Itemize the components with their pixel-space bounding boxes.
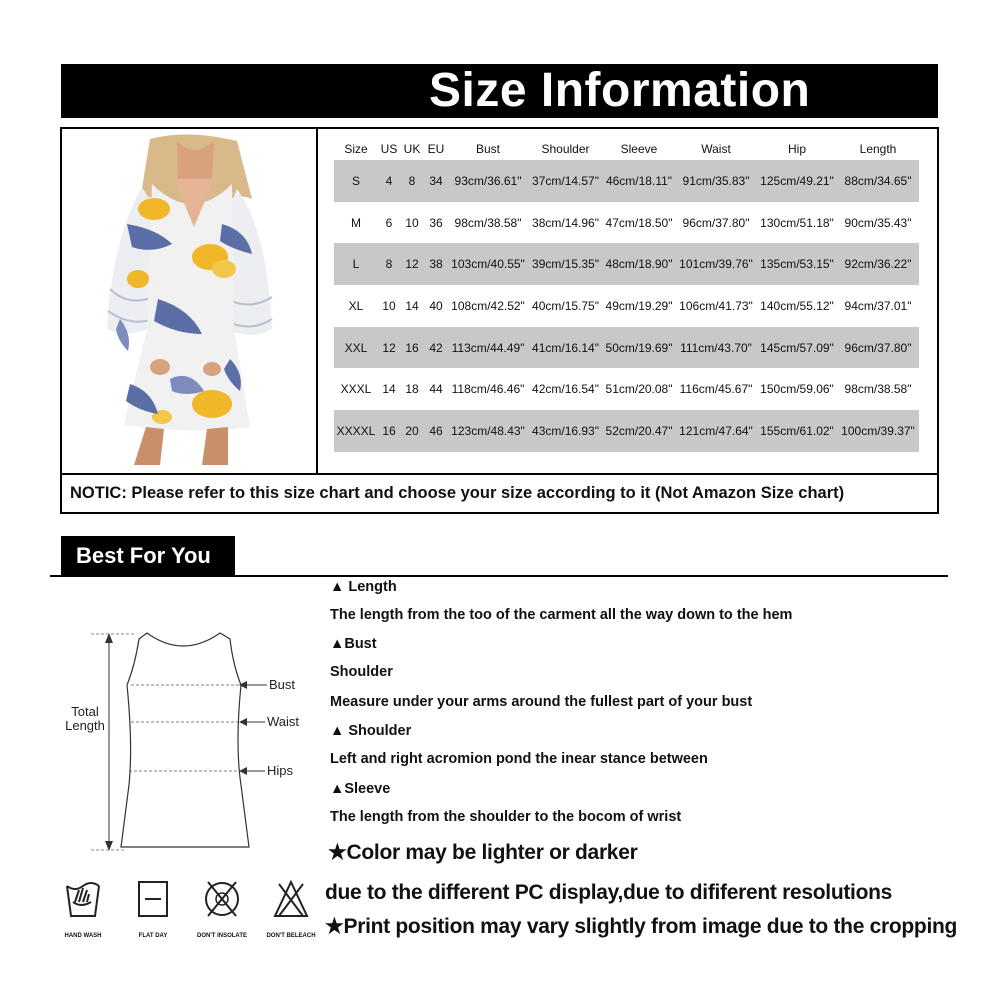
uk-cell: 14 xyxy=(405,298,419,313)
hip-cell: 125cm/49.21" xyxy=(757,160,837,202)
product-photo xyxy=(62,129,318,473)
do-not-insolate-icon xyxy=(192,876,252,942)
length-cell: 92cm/36.22" xyxy=(837,243,919,285)
table-row xyxy=(334,202,919,244)
size-cell: S xyxy=(334,160,378,202)
eu-cell: 38 xyxy=(424,243,448,285)
waist-label: Waist xyxy=(267,714,300,729)
best-for-you-tab xyxy=(61,536,235,576)
print-position-note: ★Print position may vary slightly from image due to the cropping xyxy=(325,915,958,938)
column-header: Bust xyxy=(475,142,500,156)
waist-cell: 96cm/37.80" xyxy=(682,215,750,230)
column-header: Size xyxy=(344,142,368,156)
column-header: EU xyxy=(427,142,445,156)
shoulder-cell: 43cm/16.93" xyxy=(528,410,603,452)
page-title: Size Information xyxy=(429,64,811,117)
shoulder-cell: 39cm/15.35" xyxy=(528,243,603,285)
bust-cell: 108cm/42.52" xyxy=(451,298,525,313)
sleeve-heading: ▲Sleeve xyxy=(330,781,391,797)
dress-model-illustration xyxy=(62,129,316,473)
us-cell: 16 xyxy=(378,410,400,452)
sleeve-cell: 52cm/20.47" xyxy=(603,410,675,452)
bust-heading: ▲Bust xyxy=(330,636,377,652)
shoulder-heading: ▲ Shoulder xyxy=(330,723,412,739)
eu-cell: 46 xyxy=(424,410,448,452)
best-for-you-label: Best For You xyxy=(76,543,211,568)
uk-cell: 20 xyxy=(400,410,424,452)
sleeve-cell: 50cm/19.69" xyxy=(603,327,675,369)
sleeve-cell: 51cm/20.08" xyxy=(605,382,673,397)
hip-cell: 130cm/51.18" xyxy=(760,215,834,230)
notice-row xyxy=(62,473,937,512)
uk-cell: 10 xyxy=(405,215,419,230)
uk-cell: 12 xyxy=(400,243,424,285)
waist-cell: 116cm/45.67" xyxy=(679,382,753,397)
waist-cell: 106cm/41.73" xyxy=(679,298,753,313)
length-cell: 88cm/34.65" xyxy=(837,160,919,202)
hips-label: Hips xyxy=(267,763,294,778)
sleeve-cell: 47cm/18.50" xyxy=(605,215,673,230)
size-cell: XXXL xyxy=(340,382,372,397)
size-cell: M xyxy=(351,215,361,230)
length-cell: 100cm/39.37" xyxy=(837,410,919,452)
bust-description: Measure under your arms around the fullest part of your bust xyxy=(330,694,753,710)
do-not-bleach-caption: DON'T BELEACH xyxy=(266,933,316,939)
section-divider xyxy=(50,575,948,577)
waist-cell: 121cm/47.64" xyxy=(675,410,757,452)
uk-cell: 16 xyxy=(400,327,424,369)
length-cell: 96cm/37.80" xyxy=(837,327,919,369)
sleeve-cell: 49cm/19.29" xyxy=(605,298,673,313)
flat-dry-caption: FLAT DAY xyxy=(138,933,168,939)
total-length-label: Total xyxy=(71,704,99,719)
bust-cell: 93cm/36.61" xyxy=(448,160,528,202)
column-header: Hip xyxy=(787,142,806,156)
eu-cell: 44 xyxy=(429,382,443,397)
length-cell: 94cm/37.01" xyxy=(844,298,912,313)
hip-cell: 140cm/55.12" xyxy=(760,298,834,313)
length-heading: ▲ Length xyxy=(330,579,397,595)
hand-wash-icon xyxy=(53,876,113,942)
hip-cell: 155cm/61.02" xyxy=(757,410,837,452)
table-row xyxy=(334,368,919,410)
length-cell: 90cm/35.43" xyxy=(844,215,912,230)
length-cell: 98cm/38.58" xyxy=(844,382,912,397)
size-cell: L xyxy=(334,243,378,285)
bust-cell: 123cm/48.43" xyxy=(448,410,528,452)
color-note: ★Color may be lighter or darker xyxy=(328,841,638,864)
size-cell: XL xyxy=(348,298,364,313)
us-cell: 12 xyxy=(378,327,400,369)
table-row xyxy=(334,285,919,327)
waist-cell: 111cm/43.70" xyxy=(675,327,757,369)
column-header: UK xyxy=(403,142,421,156)
measurement-diagram xyxy=(55,625,315,855)
bust-cell: 98cm/38.58" xyxy=(454,215,522,230)
uk-cell: 8 xyxy=(400,160,424,202)
shoulder-description: Left and right acromion pond the inear stance between xyxy=(330,751,708,767)
do-not-bleach-icon xyxy=(261,876,321,942)
column-header: Length xyxy=(859,142,897,156)
sleeve-cell: 46cm/18.11" xyxy=(603,160,675,202)
table-row xyxy=(334,327,919,369)
hip-cell: 135cm/53.15" xyxy=(757,243,837,285)
sleeve-cell: 48cm/18.90" xyxy=(603,243,675,285)
waist-cell: 91cm/35.83" xyxy=(675,160,757,202)
shoulder-cell: 37cm/14.57" xyxy=(528,160,603,202)
table-row xyxy=(334,243,919,285)
display-note: due to the different PC display,due to dififerent resolutions xyxy=(325,881,893,904)
size-cell: XXXXL xyxy=(334,410,378,452)
eu-cell: 34 xyxy=(424,160,448,202)
column-header: Sleeve xyxy=(620,142,658,156)
flat-dry-icon xyxy=(123,876,183,942)
length-description: The length from the too of the carment all the way down to the hem xyxy=(330,607,793,623)
total-length-label-2: Length xyxy=(65,718,105,733)
hip-cell: 150cm/59.06" xyxy=(760,382,834,397)
shoulder-cell: 41cm/16.14" xyxy=(528,327,603,369)
sleeve-description: The length from the shoulder to the bocom of wrist xyxy=(330,809,682,825)
shoulder-cell: 40cm/15.75" xyxy=(532,298,599,313)
eu-cell: 36 xyxy=(429,215,443,230)
us-cell: 10 xyxy=(382,298,396,313)
bust-cell: 113cm/44.49" xyxy=(448,327,528,369)
us-cell: 4 xyxy=(378,160,400,202)
size-table-header xyxy=(334,138,919,160)
table-row xyxy=(334,160,919,202)
bust-cell: 118cm/46.46" xyxy=(451,382,525,397)
column-header: Waist xyxy=(701,142,731,156)
waist-cell: 101cm/39.76" xyxy=(675,243,757,285)
shoulder-cell: 42cm/16.54" xyxy=(532,382,599,397)
hand-wash-caption: HAND WASH xyxy=(64,933,102,939)
us-cell: 6 xyxy=(385,215,393,230)
column-header: US xyxy=(380,142,398,156)
size-chart-table xyxy=(334,138,919,452)
uk-cell: 18 xyxy=(405,382,419,397)
do-not-insolate-caption: DON'T INSOLATE xyxy=(197,933,247,939)
size-cell: XXL xyxy=(334,327,378,369)
shoulder-cell: 38cm/14.96" xyxy=(532,215,599,230)
hip-cell: 145cm/57.09" xyxy=(757,327,837,369)
table-row xyxy=(334,410,919,452)
eu-cell: 40 xyxy=(429,298,443,313)
bust-label: Bust xyxy=(269,677,296,692)
column-header: Shoulder xyxy=(541,142,590,156)
title-bar xyxy=(61,64,938,118)
us-cell: 14 xyxy=(382,382,396,397)
bust-cell: 103cm/40.55" xyxy=(448,243,528,285)
size-chart-notice: NOTIC: Please refer to this size chart and choose your size according to it (Not Amazon Size chart) xyxy=(70,484,845,502)
eu-cell: 42 xyxy=(424,327,448,369)
us-cell: 8 xyxy=(378,243,400,285)
shoulder-text: Shoulder xyxy=(330,664,393,680)
